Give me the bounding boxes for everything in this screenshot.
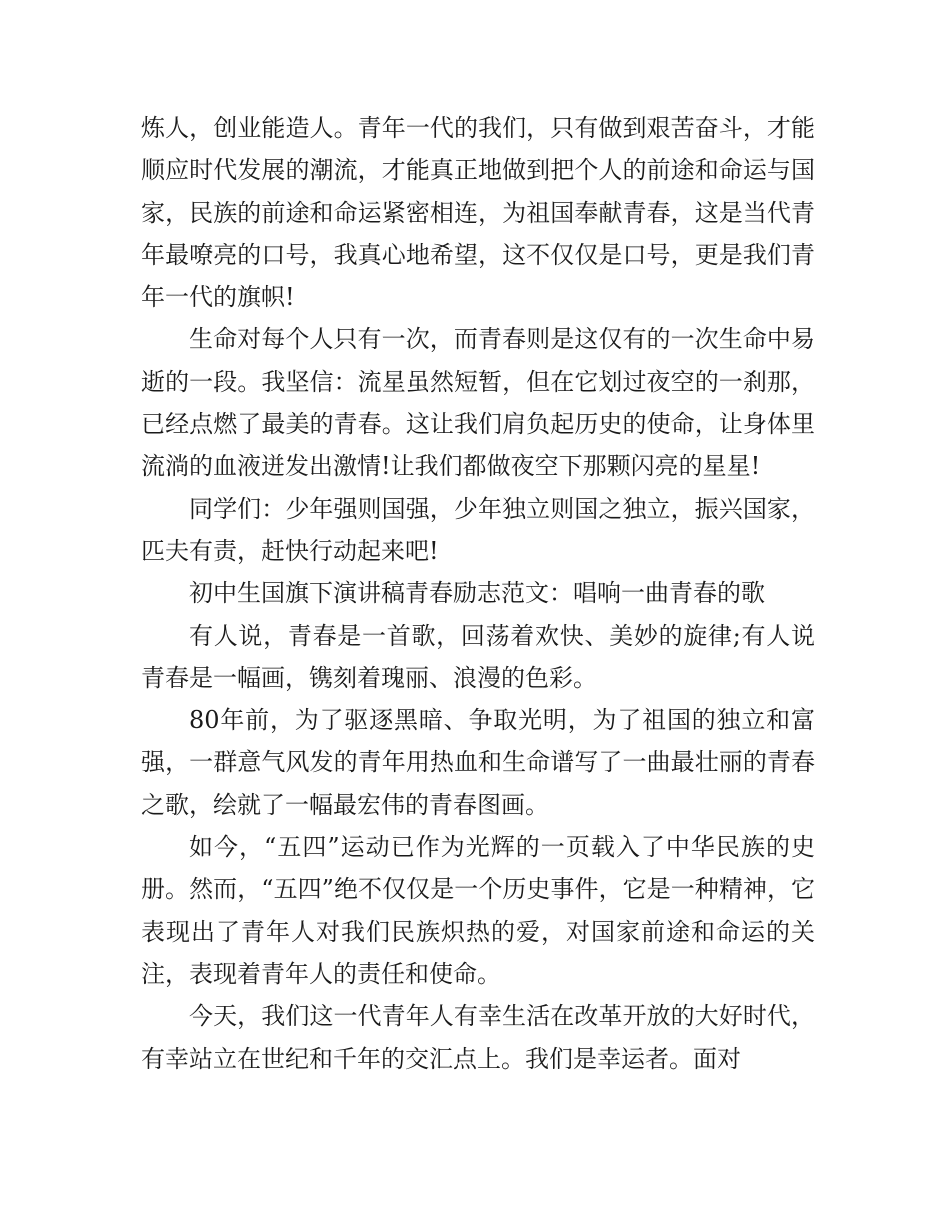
paragraph-continuation: 炼人，创业能造人。青年一代的我们，只有做到艰苦奋斗，才能顺应时代发展的潮流，才能真正地做到把个人的前途和命运与国家，民族的前途和命运紧密相连，为祖国奉献青春，这是当代青年最嘹亮的口号，我真心地希望，这不仅仅是口号，更是我们青年一代的旗帜! (141, 114, 815, 312)
paragraph: 同学们：少年强则国强，少年独立则国之独立，振兴国家，匹夫有责，赶快行动起来吧! (141, 494, 815, 565)
paragraph: 如今，“五四”运动已作为光辉的一页载入了中华民族的史册。然而，“五四”绝不仅仅是一个历史事件，它是一种精神，它表现出了青年人对我们民族炽热的爱，对国家前途和命运的关注，表现着青年人的责任和使命。 (141, 833, 815, 988)
paragraph: 有人说，青春是一首歌，回荡着欢快、美妙的旋律;有人说青春是一幅画，镌刻着瑰丽、浪漫的色彩。 (141, 621, 815, 692)
paragraph: 生命对每个人只有一次，而青春则是这仅有的一次生命中易逝的一段。我坚信：流星虽然短暂，但在它划过夜空的一刹那，已经点燃了最美的青春。这让我们肩负起历史的使命，让身体里流淌的血液迸发出激情!让我们都做夜空下那颗闪亮的星星! (141, 325, 815, 481)
paragraph: 80年前，为了驱逐黑暗、争取光明，为了祖国的独立和富强，一群意气风发的青年用热血和生命谱写了一曲最壮丽的青春之歌，绘就了一幅最宏伟的青春图画。 (141, 706, 815, 819)
document-body (141, 107, 815, 1080)
section-heading: 初中生国旗下演讲稿青春励志范文：唱响一曲青春的歌 (189, 579, 765, 608)
paragraph: 今天，我们这一代青年人有幸生活在改革开放的大好时代，有幸站立在世纪和千年的交汇点上。我们是幸运者。面对 (141, 1002, 815, 1073)
